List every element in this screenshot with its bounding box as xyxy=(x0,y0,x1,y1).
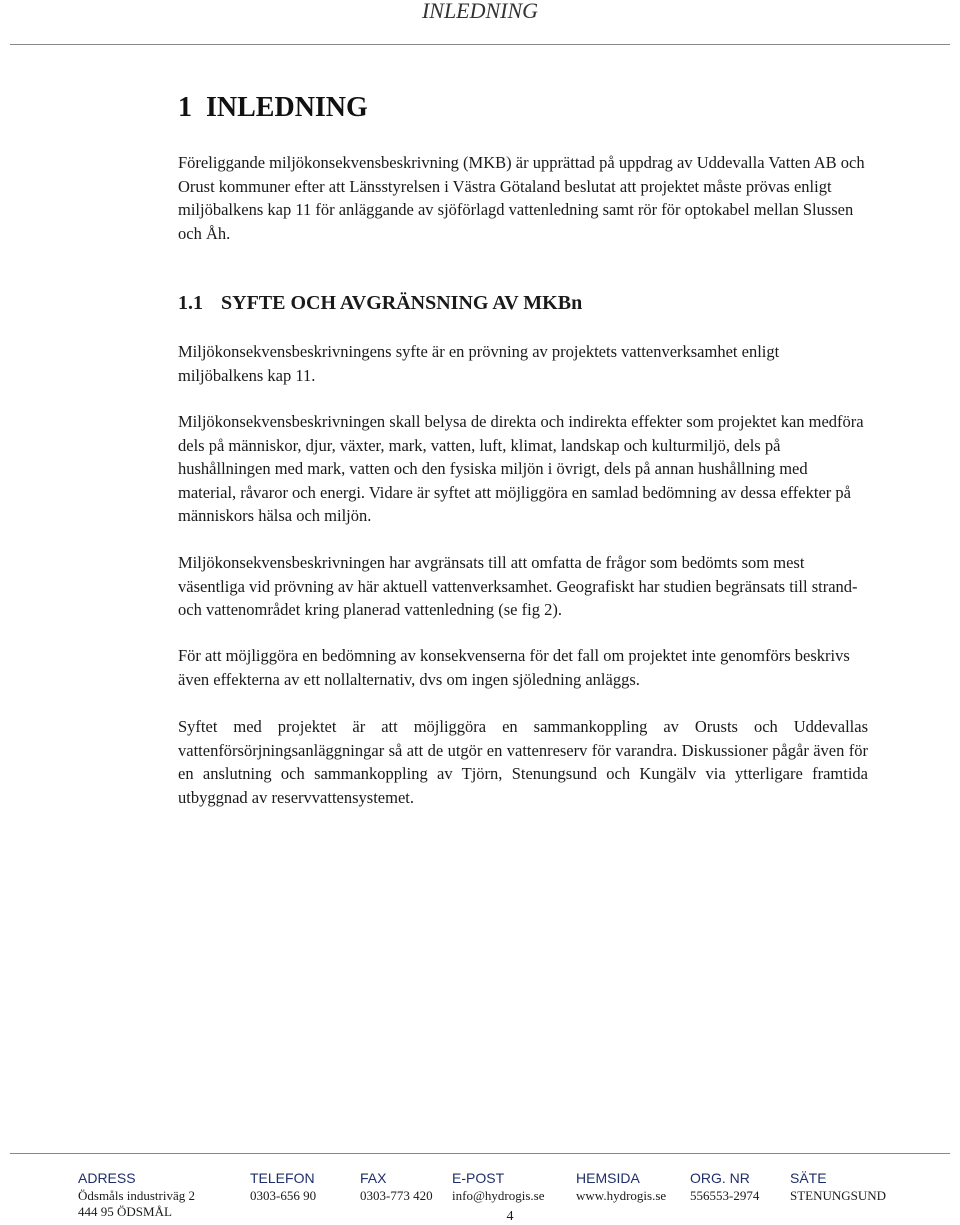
page-number: 4 xyxy=(506,1209,514,1224)
footer-website xyxy=(576,1168,666,1204)
footer-fax-value: 0303-773 420 xyxy=(360,1188,433,1203)
footer-email-label: E-POST xyxy=(452,1170,505,1186)
chapter-number: 1 xyxy=(178,92,192,123)
footer-seat xyxy=(790,1168,886,1204)
effects-paragraph: Miljökonsekvensbeskrivningen skall belysa de direkta och indirekta effekter som projektet kan medföra dels på människor, djur, växter, mark, vatten, luft, klimat, landskap och kulturmiljö, dels på hushållningen med mark, vatten och den fysiska miljön i övrigt, dels på annan hushållning med material, råvaror och energi. Vidare är syftet att möjliggöra en samlad bedömning av dessa effekter på människors hälsa och miljön. xyxy=(178,412,864,525)
footer-phone-value: 0303-656 90 xyxy=(250,1188,317,1203)
footer-seat-label: SÄTE xyxy=(790,1170,827,1186)
project-goal-paragraph: Syftet med projektet är att möjliggöra en sammankoppling av Orusts och Uddevallas vattenförsörjningsanläggningar så att de utgör en vattenreserv för varandra. Diskussioner pågår även för en anslutning och sammankoppling av Tjörn, Stenungsund och Kungälv via ytterligare framtida utbyggnad av reservvattensystemet. xyxy=(178,717,868,807)
footer-fax xyxy=(360,1168,433,1204)
intro-paragraph: Föreliggande miljökonsekvensbeskrivning (MKB) är upprättad på uppdrag av Uddevalla Vatten AB och Orust kommuner efter att Länsstyrelsen i Västra Götaland beslutat att projektet måste prövas enligt miljöbalkens kap 11 för anläggande av sjöförlagd vattenledning samt rör för optokabel mellan Slussen och Åh. xyxy=(178,153,865,243)
footer-orgnr-label: ORG. NR xyxy=(690,1170,750,1186)
footer-website-label: HEMSIDA xyxy=(576,1170,640,1186)
running-header: INLEDNING xyxy=(421,0,539,23)
footer-address-line1: Ödsmåls industriväg 2 xyxy=(78,1188,195,1203)
delimitation-paragraph: Miljökonsekvensbeskrivningen har avgränsats till att omfatta de frågor som bedömts som mest väsentliga vid prövning av här aktuell vattenverksamhet. Geografiskt har studien begränsats till strand- och vattenområdet kring planerad vattenledning (se fig 2). xyxy=(178,553,858,619)
zero-alternative-paragraph: För att möjliggöra en bedömning av konsekvenserna för det fall om projektet inte genomförs beskrivs även effekterna av ett nollalternativ, dvs om ingen sjöledning anläggs. xyxy=(178,646,850,689)
footer-address-label: ADRESS xyxy=(78,1170,136,1186)
section-heading xyxy=(178,288,582,318)
footer-phone-label: TELEFON xyxy=(250,1170,315,1186)
footer-fax-label: FAX xyxy=(360,1170,387,1186)
footer-email-value: info@hydrogis.se xyxy=(452,1188,545,1203)
footer-phone xyxy=(250,1168,316,1204)
chapter-title: INLEDNING xyxy=(206,92,368,123)
purpose-paragraph: Miljökonsekvensbeskrivningens syfte är en prövning av projektets vattenverksamhet enligt miljöbalkens kap 11. xyxy=(178,342,780,385)
footer-orgnr-value: 556553-2974 xyxy=(690,1188,760,1203)
header-rule xyxy=(10,44,950,45)
footer-email xyxy=(452,1168,545,1204)
footer-orgnr xyxy=(690,1168,759,1204)
footer-rule xyxy=(10,1153,950,1154)
section-number: 1.1 xyxy=(178,292,203,314)
footer-website-value: www.hydrogis.se xyxy=(576,1188,667,1203)
footer-seat-value: STENUNGSUND xyxy=(790,1188,887,1203)
footer-address-line2: 444 95 ÖDSMÅL xyxy=(78,1204,172,1219)
chapter-heading xyxy=(178,88,868,128)
page-content xyxy=(178,88,868,807)
section-title: SYFTE OCH AVGRÄNSNING AV MKBn xyxy=(221,292,583,314)
